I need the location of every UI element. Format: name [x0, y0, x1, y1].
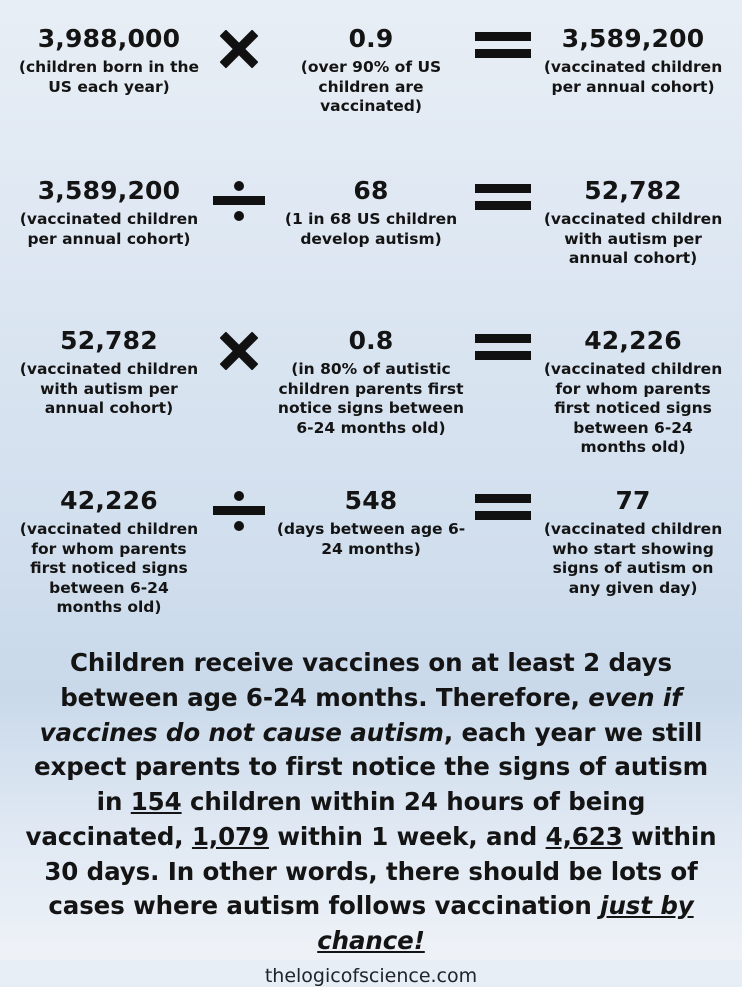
equation-2-left-value: 3,589,200 — [37, 176, 181, 205]
equation-4-right-value: 77 — [615, 486, 651, 515]
equation-2-mid-term — [268, 166, 475, 249]
equation-3-operator — [210, 316, 268, 372]
equation-3-mid-label: (in 80% of autistic children parents first notice signs between 6-24 months old) — [277, 360, 465, 437]
equation-3-right-term — [532, 316, 734, 458]
equation-1-right-value: 3,589,200 — [561, 24, 705, 53]
equation-3-right-label: (vaccinated children for whom parents first noticed signs between 6-24 months old) — [543, 360, 723, 457]
conclusion-part-4: within 1 week, and — [268, 821, 546, 851]
equals-icon — [475, 28, 531, 62]
equation-3-mid-term — [268, 316, 475, 438]
equation-4-equals — [474, 476, 532, 524]
equation-4-left-label: (vaccinated children for whom parents first noticed signs between 6-24 months old) — [19, 520, 199, 617]
equation-1-right-term — [532, 14, 734, 97]
equation-2-mid-label: (1 in 68 US children develop autism) — [284, 210, 458, 248]
conclusion-number-1: 154 — [130, 787, 182, 817]
equation-4-right-label: (vaccinated children who start showing signs of autism on any given day) — [543, 520, 723, 597]
equation-row-4 — [8, 476, 734, 636]
equation-1-mid-value: 0.9 — [348, 24, 394, 53]
equation-4-mid-label: (days between age 6-24 months) — [276, 520, 466, 558]
conclusion-part-3: children within 24 hours of being vaccinated, — [25, 787, 646, 851]
equation-1-mid-term — [268, 14, 475, 117]
equation-4-right-term — [532, 476, 734, 598]
equation-3-left-value: 52,782 — [60, 326, 158, 355]
equation-3-mid-value: 0.8 — [348, 326, 394, 355]
conclusion-number-2: 1,079 — [191, 821, 269, 851]
equals-icon — [475, 180, 531, 214]
equation-1-left-label: (children born in the US each year) — [18, 58, 200, 96]
source-attribution: thelogicofscience.com — [264, 965, 478, 987]
equation-4-mid-value: 548 — [344, 486, 398, 515]
equation-1-right-label: (vaccinated children per annual cohort) — [543, 58, 723, 96]
equation-2-right-term — [532, 166, 734, 269]
conclusion-text — [0, 636, 742, 959]
equation-row-3 — [8, 316, 734, 476]
equation-1-left-value: 3,988,000 — [37, 24, 181, 53]
equation-1-operator — [210, 14, 268, 70]
conclusion-part-5: within 30 days. In other words, there should be lots of cases where autism follows vaccination — [44, 821, 717, 921]
equation-3-equals — [474, 316, 532, 364]
equation-1-mid-label: (over 90% of US children are vaccinated) — [300, 58, 442, 116]
conclusion-part-1: Children receive vaccines on at least 2 days between age 6-24 months. Therefore, — [60, 648, 672, 712]
equals-icon — [475, 330, 531, 364]
divide-icon — [213, 180, 265, 220]
equation-row-1 — [8, 14, 734, 166]
equation-4-mid-term — [268, 476, 475, 559]
conclusion-number-3: 4,623 — [545, 821, 623, 851]
conclusion-emphasis-1: even if vaccines do not cause autism — [39, 682, 682, 747]
equation-2-right-value: 52,782 — [584, 176, 682, 205]
equation-4-left-value: 42,226 — [60, 486, 158, 515]
equation-2-left-term — [8, 166, 210, 249]
conclusion-part-2: , each year we still expect parents to first notice the signs of autism in — [33, 717, 709, 817]
multiply-icon — [218, 330, 260, 372]
conclusion-emphasis-2: just by chance! — [317, 891, 694, 956]
equation-3-left-label: (vaccinated children with autism per annual cohort) — [19, 360, 199, 418]
equation-2-left-label: (vaccinated children per annual cohort) — [19, 210, 199, 248]
equation-2-right-label: (vaccinated children with autism per annual cohort) — [543, 210, 723, 268]
equation-4-left-term — [8, 476, 210, 618]
multiply-icon — [218, 28, 260, 70]
equation-3-left-term — [8, 316, 210, 419]
divide-icon — [213, 490, 265, 530]
equation-4-operator — [210, 476, 268, 530]
equation-1-left-term — [8, 14, 210, 97]
equation-3-right-value: 42,226 — [584, 326, 682, 355]
equation-1-equals — [474, 14, 532, 62]
equation-2-mid-value: 68 — [353, 176, 389, 205]
equals-icon — [475, 490, 531, 524]
equation-row-2 — [8, 166, 734, 316]
equation-2-operator — [210, 166, 268, 220]
equation-2-equals — [474, 166, 532, 214]
